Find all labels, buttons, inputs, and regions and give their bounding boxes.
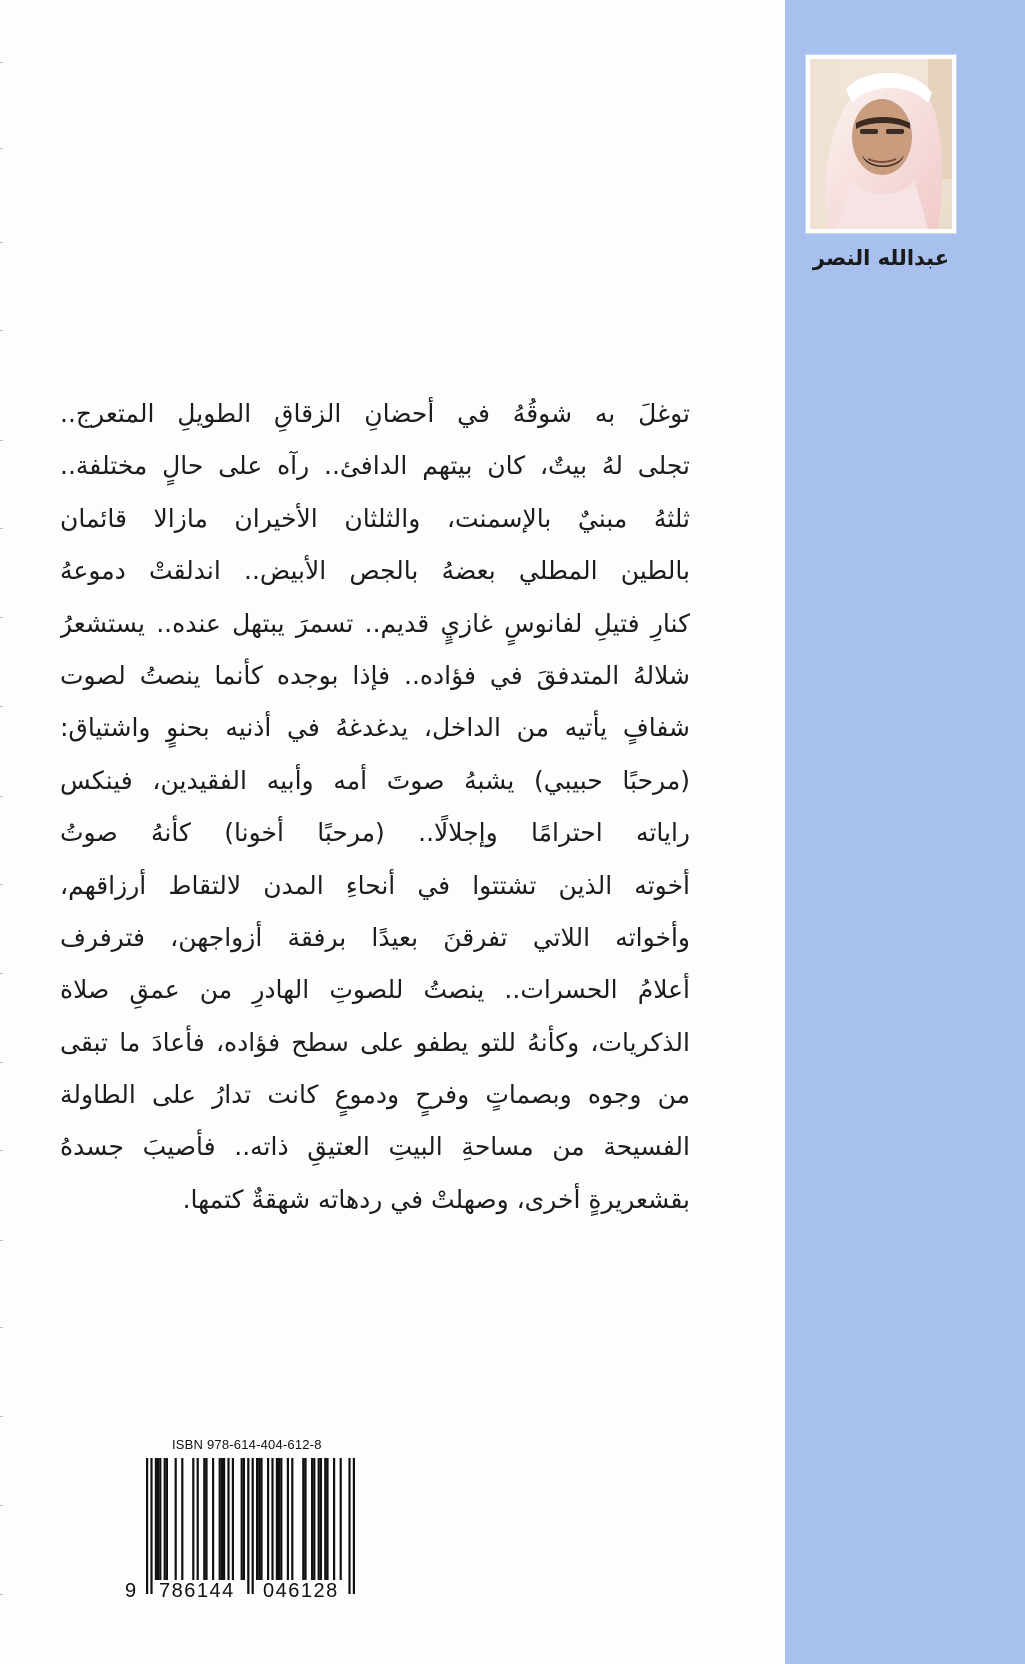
blurb-line: من وجوه وبصماتٍ وفرحٍ ودموعٍ كانت تدارُ على الطاولة (60, 1080, 690, 1110)
barcode-bar (221, 1458, 223, 1580)
barcode-bar (205, 1458, 207, 1580)
barcode-bar (203, 1458, 205, 1580)
barcode-bar (302, 1458, 304, 1580)
barcode-bar (164, 1458, 166, 1580)
barcode-bar (166, 1458, 168, 1580)
barcode-bar (223, 1458, 225, 1580)
barcode-bar (318, 1458, 320, 1580)
barcode-bar (181, 1458, 183, 1580)
barcode-bar (313, 1458, 315, 1580)
author-portrait-image (810, 59, 952, 229)
barcode-digits-left: 786144 (159, 1580, 235, 1602)
back-cover-blurb (60, 388, 690, 1226)
barcode-bar (227, 1458, 229, 1580)
barcode-bar (278, 1458, 280, 1580)
barcode-bar (243, 1458, 245, 1580)
barcode-bar (159, 1458, 161, 1580)
barcode-bar (320, 1458, 322, 1580)
barcode-bar (175, 1458, 177, 1580)
blurb-line: توغلَ به شوقُهُ في أحضانِ الزقاقِ الطويلِ المتعرج.. (60, 399, 690, 428)
barcode-bar (304, 1458, 306, 1580)
author-photo (806, 55, 956, 233)
barcode-bar (219, 1458, 221, 1580)
barcode-bar (340, 1458, 342, 1580)
barcode-bar (326, 1458, 328, 1580)
barcode-bar (267, 1458, 269, 1580)
blurb-line: راياته احترامًا وإجلالًا.. (مرحبًا أخونا) كأنهُ صوتُ (60, 818, 690, 848)
blurb-line: ثلثهُ مبنيٌ بالإسمنت، والثلثان الأخيران مازالا قائمان (60, 503, 690, 533)
blurb-line: بقشعريرةٍ أخرى، وصهلتْ في ردهاته شهقةٌ كتمها. (182, 1184, 690, 1214)
barcode-bar (258, 1458, 260, 1580)
blurb-line: تجلى لهُ بيتٌ، كان بيتهم الدافئ.. رآه على حالٍ مختلفة.. (60, 451, 690, 481)
barcode-bar (280, 1458, 282, 1580)
isbn-barcode (124, 1458, 364, 1598)
barcode-guard-bar (252, 1458, 254, 1594)
left-edge-ticks (0, 0, 6, 1664)
blurb-line: الفسيحة من مساحةِ البيتِ العتيقِ ذاته.. فأصيبَ جسدهُ (60, 1132, 690, 1162)
barcode-bar (197, 1458, 199, 1580)
isbn-label: ISBN 978-614-404-612-8 (172, 1437, 322, 1452)
barcode-guard-bar (146, 1458, 148, 1594)
barcode-bar (241, 1458, 243, 1580)
barcode-guard-bar (150, 1458, 152, 1594)
blurb-line: شفافٍ يأتيه من الداخل، يدغدغهُ في أذنيه بحنوٍ واشتياق: (60, 713, 690, 743)
blurb-line: أخوته الذين تشتتوا في أنحاءِ المدن لالتقاط أرزاقهم، (60, 870, 690, 900)
barcode-bar (311, 1458, 313, 1580)
barcode-bar (260, 1458, 262, 1580)
barcode-bar (276, 1458, 278, 1580)
barcode-bar (212, 1458, 214, 1580)
barcode-bar (256, 1458, 258, 1580)
blurb-line: (مرحبًا حبيبي) يشبهُ صوتَ أمه وأبيه الفقيدين، فينكس (60, 765, 690, 795)
author-name: عبدالله النصر (812, 246, 950, 270)
barcode-guard-bar (353, 1458, 355, 1594)
barcode-bar (287, 1458, 289, 1580)
barcode-bar (155, 1458, 157, 1580)
blurb-line: شلالهُ المتدفقَ في فؤاده.. فإذا بوجده كأنما ينصتُ لصوت (60, 660, 690, 690)
blurb-line: بالطين المطلي بعضهُ بالجص الأبيض.. اندلقتْ دموعهُ (60, 556, 690, 586)
blurb-line: كنارِ فتيلِ لفانوسٍ غازيٍ قديم.. تسمرَ يبتهل عنده.. يستشعرُ (60, 608, 690, 638)
barcode-bar (271, 1458, 273, 1580)
blurb-line: الذكريات، وكأنهُ للتو يطفو على سطح فؤاده، فأعادَ ما تبقى (60, 1027, 690, 1057)
barcode-bar (192, 1458, 194, 1580)
barcode-bar (232, 1458, 234, 1580)
barcode-digit-first: 9 (125, 1580, 138, 1602)
barcode-bar (333, 1458, 335, 1580)
barcode-guard-bar (247, 1458, 249, 1594)
blurb-line: وأخواته اللاتي تفرقنَ بعيدًا برفقة أزواجهن، فترفرف (60, 922, 690, 952)
barcode-bar (324, 1458, 326, 1580)
blurb-line: أعلامُ الحسرات.. ينصتُ للصوتِ الهادرِ من عمقِ صلاة (60, 975, 690, 1005)
barcode-bar (157, 1458, 159, 1580)
barcode-guard-bar (348, 1458, 350, 1594)
barcode-bar (291, 1458, 293, 1580)
barcode-digits-right: 046128 (263, 1580, 339, 1602)
